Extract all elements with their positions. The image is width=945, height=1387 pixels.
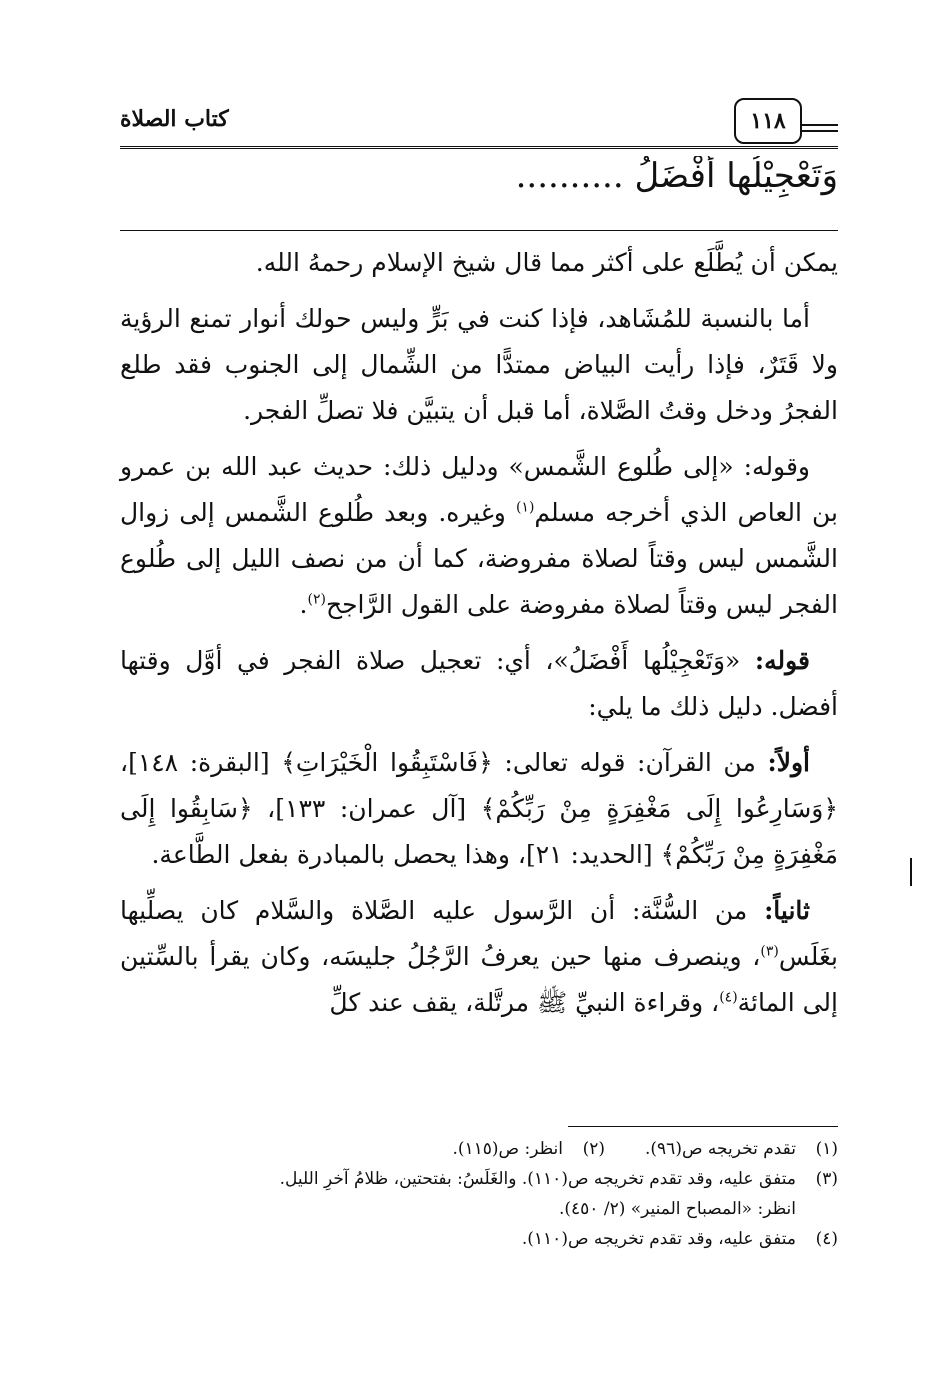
paragraph <box>120 296 838 434</box>
paragraph-text: ، وقراءة النبيِّ ﷺ مرتَّلة، يقف عند كلِّ <box>329 988 720 1017</box>
paragraph-text: من السُّنَّة: أن الرَّسول عليه الصَّلاة والسَّلام كان يصلِّيها بغَلَس <box>120 896 838 971</box>
footnote-gap <box>605 1134 645 1164</box>
footnote-text: انظر: ص(١١٥). <box>452 1139 563 1159</box>
paragraph-text: من القرآن: قوله تعالى: ﴿فَاسْتَبِقُوا الْخَيْرَاتِ﴾ [البقرة: ١٤٨]، ﴿وَسَارِعُوا إِلَى مَغْفِرَةٍ مِنْ رَبِّكُمْ﴾ [آل عمران: ١٣٣]، ﴿سَابِقُوا إِلَى مَغْفِرَةٍ مِنْ رَبِّكُمْ﴾ [الحديد: ٢١]، وهذا يحصل بالمبادرة بفعل الطَّاعة. <box>120 748 838 869</box>
paragraph-text: «وَتَعْجِيْلُها أَفْضَلُ»، أي: تعجيل صلاة الفجر في أوَّل وقتها أفضل. دليل ذلك ما يلي: <box>120 646 838 721</box>
header-ornament-line <box>800 124 838 126</box>
running-header <box>120 98 838 156</box>
paragraph <box>120 740 838 878</box>
commentary-body <box>120 240 838 1036</box>
paragraph <box>120 444 838 628</box>
lead-word: أولاً: <box>767 748 810 777</box>
book-page <box>120 88 838 1308</box>
matn-text: وَتَعْجِيْلُها أَفْضَلُ .......... <box>515 156 838 196</box>
lead-word: قوله: <box>754 646 810 675</box>
paragraph-text: وغيره. وبعد طُلوع الشَّمس إلى زوال الشَّمس ليس وقتاً لصلاة مفروضة، كما أن من نصف الليل إلى طُلوع الفجر ليس وقتاً لصلاة مفروضة على القول الرَّاجح <box>120 498 838 619</box>
footnote-text: متفق عليه، وقد تقدم تخريجه ص(١١٠). والغَلَسُ: بفتحتين، ظلامُ آخرِ الليل. <box>279 1169 796 1189</box>
paragraph-text: أما بالنسبة للمُشَاهد، فإذا كنت في بَرٍّ وليس حولك أنوار تمنع الرؤية ولا قَتَرٌ، فإذا رأيت البياض ممتدًّا من الشِّمال إلى الجنوب فقد طلع الفجرُ ودخل وقتُ الصَّلاة، أما قبل أن يتبيَّن فلا تصلِّ الفجر. <box>120 304 838 425</box>
paragraph <box>120 240 838 286</box>
footnote-number: (١) <box>815 1139 838 1159</box>
footnote-ref: (٤) <box>719 989 738 1006</box>
footnote-ref: (١) <box>515 499 535 516</box>
footnote-ref: (٣) <box>760 943 779 960</box>
paragraph-text: ، وينصرف منها حين يعرفُ الرَّجُلُ جليسَه، وكان يقرأ بالسِّتين إلى المائة <box>120 942 838 1017</box>
book-title: كتاب الصلاة <box>120 106 229 132</box>
footnote-row <box>120 1194 838 1224</box>
footnote-row <box>120 1224 838 1254</box>
footnote-number: (٣) <box>815 1169 838 1189</box>
footnote-text: انظر: «المصباح المنير» (٢/ ٤٥٠). <box>558 1199 796 1219</box>
footnote-text: متفق عليه، وقد تقدم تخريجه ص(١١٠). <box>521 1229 796 1249</box>
paragraph-text: وقوله: «إلى طُلوع الشَّمس» ودليل ذلك: حديث عبد الله بن عمرو بن العاص الذي أخرجه مسلم <box>120 452 838 527</box>
footnotes <box>120 1134 838 1254</box>
footnote-divider <box>568 1126 838 1127</box>
paragraph-text: . <box>299 590 308 619</box>
lead-word: ثانياً: <box>764 896 810 925</box>
header-rule <box>120 146 838 149</box>
page-number: ١١٨ <box>734 98 802 144</box>
margin-mark <box>910 858 912 886</box>
footnote-number: (٤) <box>815 1229 838 1249</box>
paragraph <box>120 888 838 1026</box>
paragraph-text: يمكن أن يُطَّلَع على أكثر مما قال شيخ الإسلام رحمهُ الله. <box>255 248 838 277</box>
footnote-row <box>120 1134 838 1164</box>
paragraph <box>120 638 838 730</box>
matn-divider <box>120 230 838 231</box>
footnote-number: (٢) <box>582 1139 605 1159</box>
footnote-row <box>120 1164 838 1194</box>
footnote-text: تقدم تخريجه ص(٩٦). <box>645 1139 796 1159</box>
footnote-ref: (٢) <box>307 591 326 608</box>
header-ornament-line <box>800 130 838 132</box>
